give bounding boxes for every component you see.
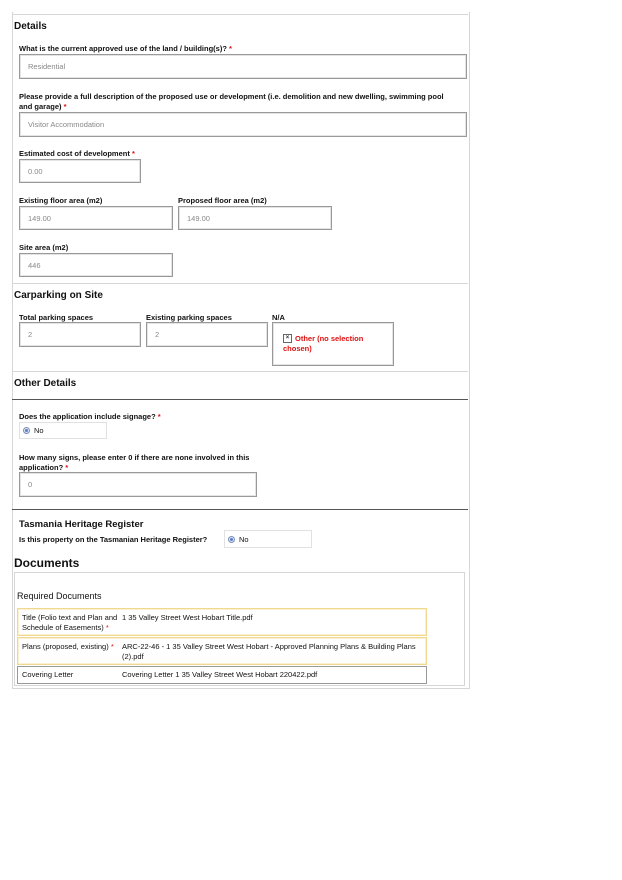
- site-area-label: Site area (m2): [19, 243, 69, 252]
- required-documents-subtitle: Required Documents: [17, 591, 102, 601]
- document-file-link[interactable]: Covering Letter 1 35 Valley Street West Hobart 220422.pdf: [122, 670, 318, 679]
- divider: [12, 371, 468, 372]
- existing-floor-label: Existing floor area (m2): [19, 196, 103, 205]
- signage-radio[interactable]: No: [19, 422, 107, 439]
- document-row[interactable]: [17, 637, 427, 665]
- divider: [12, 399, 468, 400]
- na-label: N/A: [272, 313, 285, 322]
- cost-input[interactable]: 0.00: [19, 159, 141, 183]
- document-label: Plans (proposed, existing) *: [22, 642, 114, 651]
- radio-selected-icon[interactable]: [228, 536, 235, 543]
- radio-selected-icon[interactable]: [23, 427, 30, 434]
- description-input[interactable]: Visitor Accommodation: [19, 112, 467, 137]
- document-label: Covering Letter: [22, 670, 74, 679]
- signage-label: Does the application include signage? *: [19, 412, 161, 421]
- existing-parking-input[interactable]: 2: [146, 322, 268, 347]
- proposed-floor-label: Proposed floor area (m2): [178, 196, 267, 205]
- checkbox-icon[interactable]: ×: [283, 334, 292, 343]
- divider: [12, 509, 468, 510]
- current-use-label: What is the current approved use of the land / building(s)? *: [19, 44, 232, 53]
- heritage-question: Is this property on the Tasmanian Heritage Register?: [19, 535, 208, 544]
- total-parking-label: Total parking spaces: [19, 313, 94, 322]
- existing-floor-input[interactable]: 149.00: [19, 206, 173, 230]
- current-use-input[interactable]: Residential: [19, 54, 467, 79]
- divider: [12, 283, 468, 284]
- cost-label: Estimated cost of development *: [19, 149, 135, 158]
- total-parking-input[interactable]: 2: [19, 322, 141, 347]
- documents-heading: Documents: [14, 556, 80, 570]
- document-row[interactable]: [17, 608, 427, 636]
- signs-count-label: How many signs, please enter 0 if there are none involved in this application? *: [19, 453, 250, 472]
- proposed-floor-input[interactable]: 149.00: [178, 206, 332, 230]
- description-label: Please provide a full description of the proposed use or development (i.e. demolition and new dwelling, swimming pool and garage) *: [19, 92, 444, 111]
- site-area-input[interactable]: 446: [19, 253, 173, 277]
- heritage-heading: Tasmania Heritage Register: [19, 519, 144, 530]
- document-label: Title (Folio text and Plan and Schedule of Easements) *: [22, 613, 118, 632]
- na-option-other[interactable]: × Other (no selection chosen): [283, 334, 364, 353]
- existing-parking-label: Existing parking spaces: [146, 313, 232, 322]
- na-options-box: [272, 322, 394, 366]
- document-row[interactable]: [17, 666, 427, 684]
- carparking-heading: Carparking on Site: [14, 290, 103, 301]
- signs-count-input[interactable]: 0: [19, 472, 257, 497]
- details-heading: Details: [14, 21, 47, 32]
- document-file-link[interactable]: ARC-22-46 - 1 35 Valley Street West Hobart - Approved Planning Plans & Building Plans (2).pdf: [122, 642, 416, 661]
- other-details-heading: Other Details: [14, 378, 77, 389]
- document-file-link[interactable]: 1 35 Valley Street West Hobart Title.pdf: [122, 613, 253, 622]
- heritage-radio[interactable]: No: [224, 530, 312, 548]
